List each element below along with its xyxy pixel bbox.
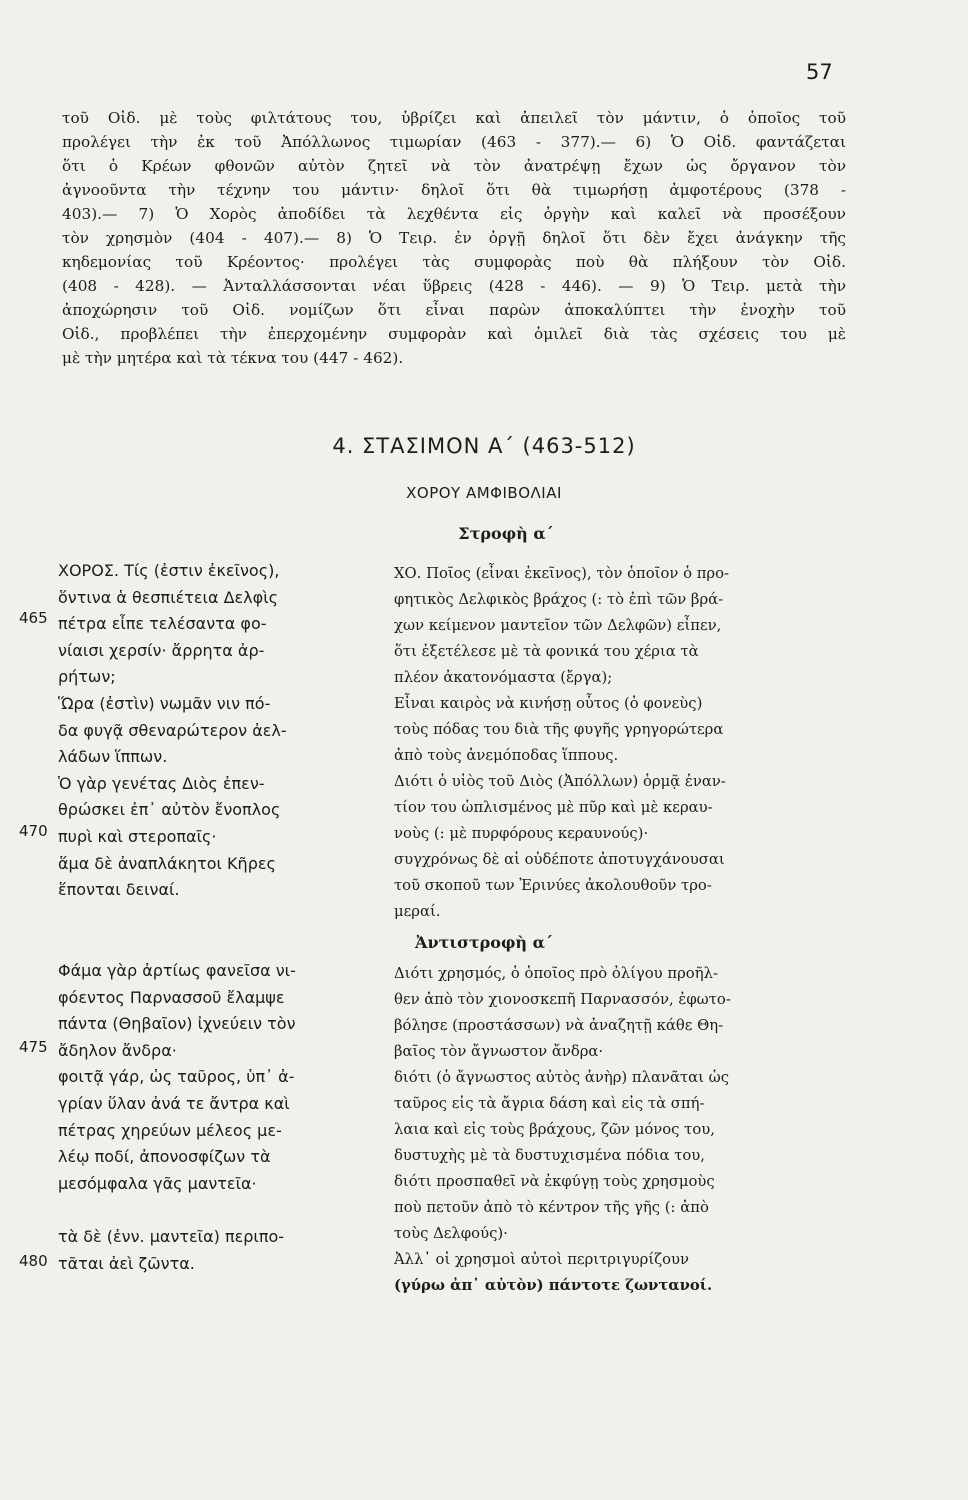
translation-line: ποὺ πετοῦν ἀπὸ τὸ κέντρον τῆς γῆς (: ἀπὸ <box>394 1199 709 1216</box>
greek-verse-line: ἄδηλον ἄνδρα· <box>58 1040 177 1060</box>
commentary-line: ὅτι ὁ Κρέων φθονῶν αὐτὸν ζητεῖ νὰ τὸν ἀνατρέψῃ ἔχων ὡς ὄργανον τὸν <box>62 157 846 175</box>
greek-verse-line: πέτρας χηρεύων μέλεος με- <box>58 1120 282 1140</box>
greek-verse-line: τὰ δὲ (ἐνν. μαντεῖα) περιπο- <box>58 1226 285 1246</box>
commentary-line: μὲ τὴν μητέρα καὶ τὰ τέκνα του (447 - 462). <box>62 349 404 367</box>
greek-verse-line: φοιτᾷ γάρ, ὡς ταῦρος, ὑπ᾽ ἀ- <box>58 1067 295 1087</box>
verse-number-475: 475 <box>19 1038 48 1056</box>
translation-line: θεν ἀπὸ τὸν χιονοσκεπῆ Παρνασσόν, ἐφωτο- <box>394 991 731 1008</box>
translation-line: Διότι ὁ υἱὸς τοῦ Διὸς (Ἀπόλλων) ὁρμᾷ ἐναν- <box>394 773 726 790</box>
greek-verse-line: ρήτων; <box>58 667 116 687</box>
translation-line: τίον του ὡπλισμένος μὲ πῦρ καὶ μὲ κεραυ- <box>394 799 713 816</box>
commentary-line: ἀγνοοῦντα τὴν τέχνην του μάντιν· δηλοῖ ὅτι θὰ τιμωρήσῃ ἀμφοτέρους (378 - <box>62 181 846 199</box>
translation-line: χων κείμενον μαντεῖον τῶν Δελφῶν) εἶπεν, <box>394 617 722 634</box>
antistrophe-greek-text <box>58 958 364 1277</box>
verse-number-465: 465 <box>19 609 48 627</box>
translation-line: βαῖος τὸν ἄγνωστον ἄνδρα· <box>394 1043 604 1060</box>
strophe-greek-text <box>58 558 364 904</box>
greek-verse-line: ἅμα δὲ ἀναπλάκητοι Κῆρες <box>58 853 276 873</box>
translation-line: φητικὸς Δελφικὸς βράχος (: τὸ ἐπὶ τῶν βρά- <box>394 591 724 608</box>
translation-line: Ἀλλ᾽ οἱ χρησμοὶ αὐτοὶ περιτριγυρίζουν <box>394 1251 690 1268</box>
translation-line: ταῦρος εἰς τὰ ἄγρια δάση καὶ εἰς τὰ σπή- <box>394 1095 705 1112</box>
greek-verse-line: τᾶται ἀεὶ ζῶντα. <box>58 1253 195 1273</box>
translation-line: δυστυχὴς μὲ τὰ δυστυχισμένα πόδια του, <box>394 1147 706 1164</box>
greek-verse-line: πάντα (Θηβαῖον) ἰχνεύειν τὸν <box>58 1014 296 1034</box>
translation-line: συγχρόνως δὲ αἱ οὐδέποτε ἀποτυγχάνουσαι <box>394 851 725 868</box>
greek-verse-line: λέῳ ποδί, ἀπονοσφίζων τὰ <box>58 1147 271 1167</box>
greek-verse-line: νίαισι χερσίν· ἄρρητα ἀρ- <box>58 640 265 660</box>
translation-line: τοὺς πόδας του διὰ τῆς φυγῆς γρηγορώτερα <box>394 721 724 738</box>
greek-verse-spacer <box>58 1197 364 1224</box>
translation-line: τοὺς Δελφούς)· <box>394 1225 508 1242</box>
stasimon-title: 4. ΣΤΑΣΙΜΟΝ Α΄ (463-512) <box>332 434 636 458</box>
strophe-translation-text <box>394 561 810 925</box>
translation-line: διότι (ὁ ἄγνωστος αὐτὸς ἀνὴρ) πλανᾶται ὡς <box>394 1069 729 1086</box>
antistrophe-heading: Ἀντιστροφὴ α΄ <box>415 933 553 952</box>
translation-line: μεραί. <box>394 903 441 920</box>
translation-line: λαια καὶ εἰς τοὺς βράχους, ζῶν μόνος του, <box>394 1121 715 1138</box>
commentary-paragraph <box>62 106 846 370</box>
greek-verse-line: λάδων ἵππων. <box>58 747 168 767</box>
greek-verse-line: Φάμα γὰρ ἀρτίως φανεῖσα νι- <box>58 961 296 980</box>
translation-line: Εἶναι καιρὸς νὰ κινήσῃ οὗτος (ὁ φονεὺς) <box>394 695 703 712</box>
greek-verse-line: Ὥρα (ἐστὶν) νωμᾶν νιν πό- <box>58 693 271 713</box>
translation-line: νοὺς (: μὲ πυρφόρους κεραυνούς)· <box>394 825 649 842</box>
commentary-line: τὸν χρησμὸν (404 - 407).— 8) Ὁ Τειρ. ἐν ὀργῇ δηλοῖ ὅτι δὲν ἔχει ἀνάγκην τῆς <box>62 229 846 247</box>
commentary-line: τοῦ Οἰδ. μὲ τοὺς φιλτάτους του, ὑβρίζει καὶ ἀπειλεῖ τὸν μάντιν, ὁ ὁποῖος τοῦ <box>62 109 846 127</box>
greek-verse-line: πυρὶ καὶ στεροπαῖς· <box>58 826 217 846</box>
antistrophe-translation-text <box>394 961 810 1299</box>
translation-line: πλέον ἀκατονόμαστα (ἔργα); <box>394 669 613 686</box>
greek-verse-line: μεσόμφαλα γᾶς μαντεῖα· <box>58 1173 257 1193</box>
translation-line: ὅτι ἐξετέλεσε μὲ τὰ φονικά του χέρια τὰ <box>394 643 699 660</box>
greek-verse-line: ΧΟΡΟΣ. Τίς (ἐστιν ἐκεῖνος), <box>58 561 280 580</box>
verse-number-480: 480 <box>19 1252 48 1270</box>
commentary-line: Οἰδ., προβλέπει τὴν ἐπερχομένην συμφορὰν καὶ ὁμιλεῖ διὰ τὰς σχέσεις του μὲ <box>62 325 846 343</box>
greek-verse-line: ἕπονται δειναί. <box>58 880 180 900</box>
commentary-line: 403).— 7) Ὁ Χορὸς ἀποδίδει τὰ λεχθέντα εἰς ὀργὴν καὶ καλεῖ νὰ προσέξουν <box>62 205 846 223</box>
commentary-line: κηδεμονίας τοῦ Κρέοντος· προλέγει τὰς συμφορὰς ποὺ θὰ πλήξουν τὸν Οἰδ. <box>62 253 846 271</box>
greek-verse-line: πέτρα εἶπε τελέσαντα φο- <box>58 614 267 634</box>
translation-line: Διότι χρησμός, ὁ ὁποῖος πρὸ ὀλίγου προῆλ- <box>394 965 718 982</box>
strophe-heading: Στροφὴ α΄ <box>458 524 554 543</box>
translation-line: τοῦ σκοποῦ των Ἐρινύες ἀκολουθοῦν τρο- <box>394 877 712 894</box>
translation-line: βόλησε (προστάσσων) νὰ ἀναζητῇ κάθε Θη- <box>394 1017 724 1034</box>
translation-line: διότι προσπαθεῖ νὰ ἐκφύγῃ τοὺς χρησμοὺς <box>394 1173 715 1190</box>
translation-line: ΧΟ. Ποῖος (εἶναι ἐκεῖνος), τὸν ὁποῖον ὁ προ- <box>394 565 730 582</box>
commentary-line: προλέγει τὴν ἐκ τοῦ Ἀπόλλωνος τιμωρίαν (463 - 377).— 6) Ὁ Οἰδ. φαντάζεται <box>62 133 846 151</box>
greek-verse-line: ὅντινα ἁ θεσπιέτεια Δελφὶς <box>58 587 278 607</box>
translation-line: (γύρω ἀπ᾽ αὐτὸν) πάντοτε ζωντανοί. <box>394 1277 713 1294</box>
greek-verse-line: γρίαν ὕλαν ἀνά τε ἄντρα καὶ <box>58 1093 290 1113</box>
page-number: 57 <box>806 60 833 84</box>
stasimon-subtitle: ΧΟΡΟΥ ΑΜΦΙΒΟΛΙΑΙ <box>406 484 562 502</box>
greek-verse-line: θρώσκει ἐπ᾽ αὐτὸν ἔνοπλος <box>58 800 281 820</box>
commentary-line: (408 - 428). — Ἀνταλλάσσονται νέαι ὕβρεις (428 - 446). — 9) Ὁ Τειρ. μετὰ τὴν <box>62 277 846 295</box>
greek-verse-line: δα φυγᾷ σθεναρώτερον ἀελ- <box>58 720 287 740</box>
translation-line: ἀπὸ τοὺς ἀνεμόποδας ἵππους. <box>394 747 619 764</box>
commentary-line: ἀποχώρησιν τοῦ Οἰδ. νομίζων ὅτι εἶναι παρὼν ἀποκαλύπτει τὴν ἐνοχὴν τοῦ <box>62 301 846 319</box>
greek-verse-line: φόεντος Παρνασσοῦ ἔλαμψε <box>58 987 285 1007</box>
verse-number-470: 470 <box>19 822 48 840</box>
greek-verse-line: Ὁ γὰρ γενέτας Διὸς ἐπεν- <box>58 773 265 793</box>
